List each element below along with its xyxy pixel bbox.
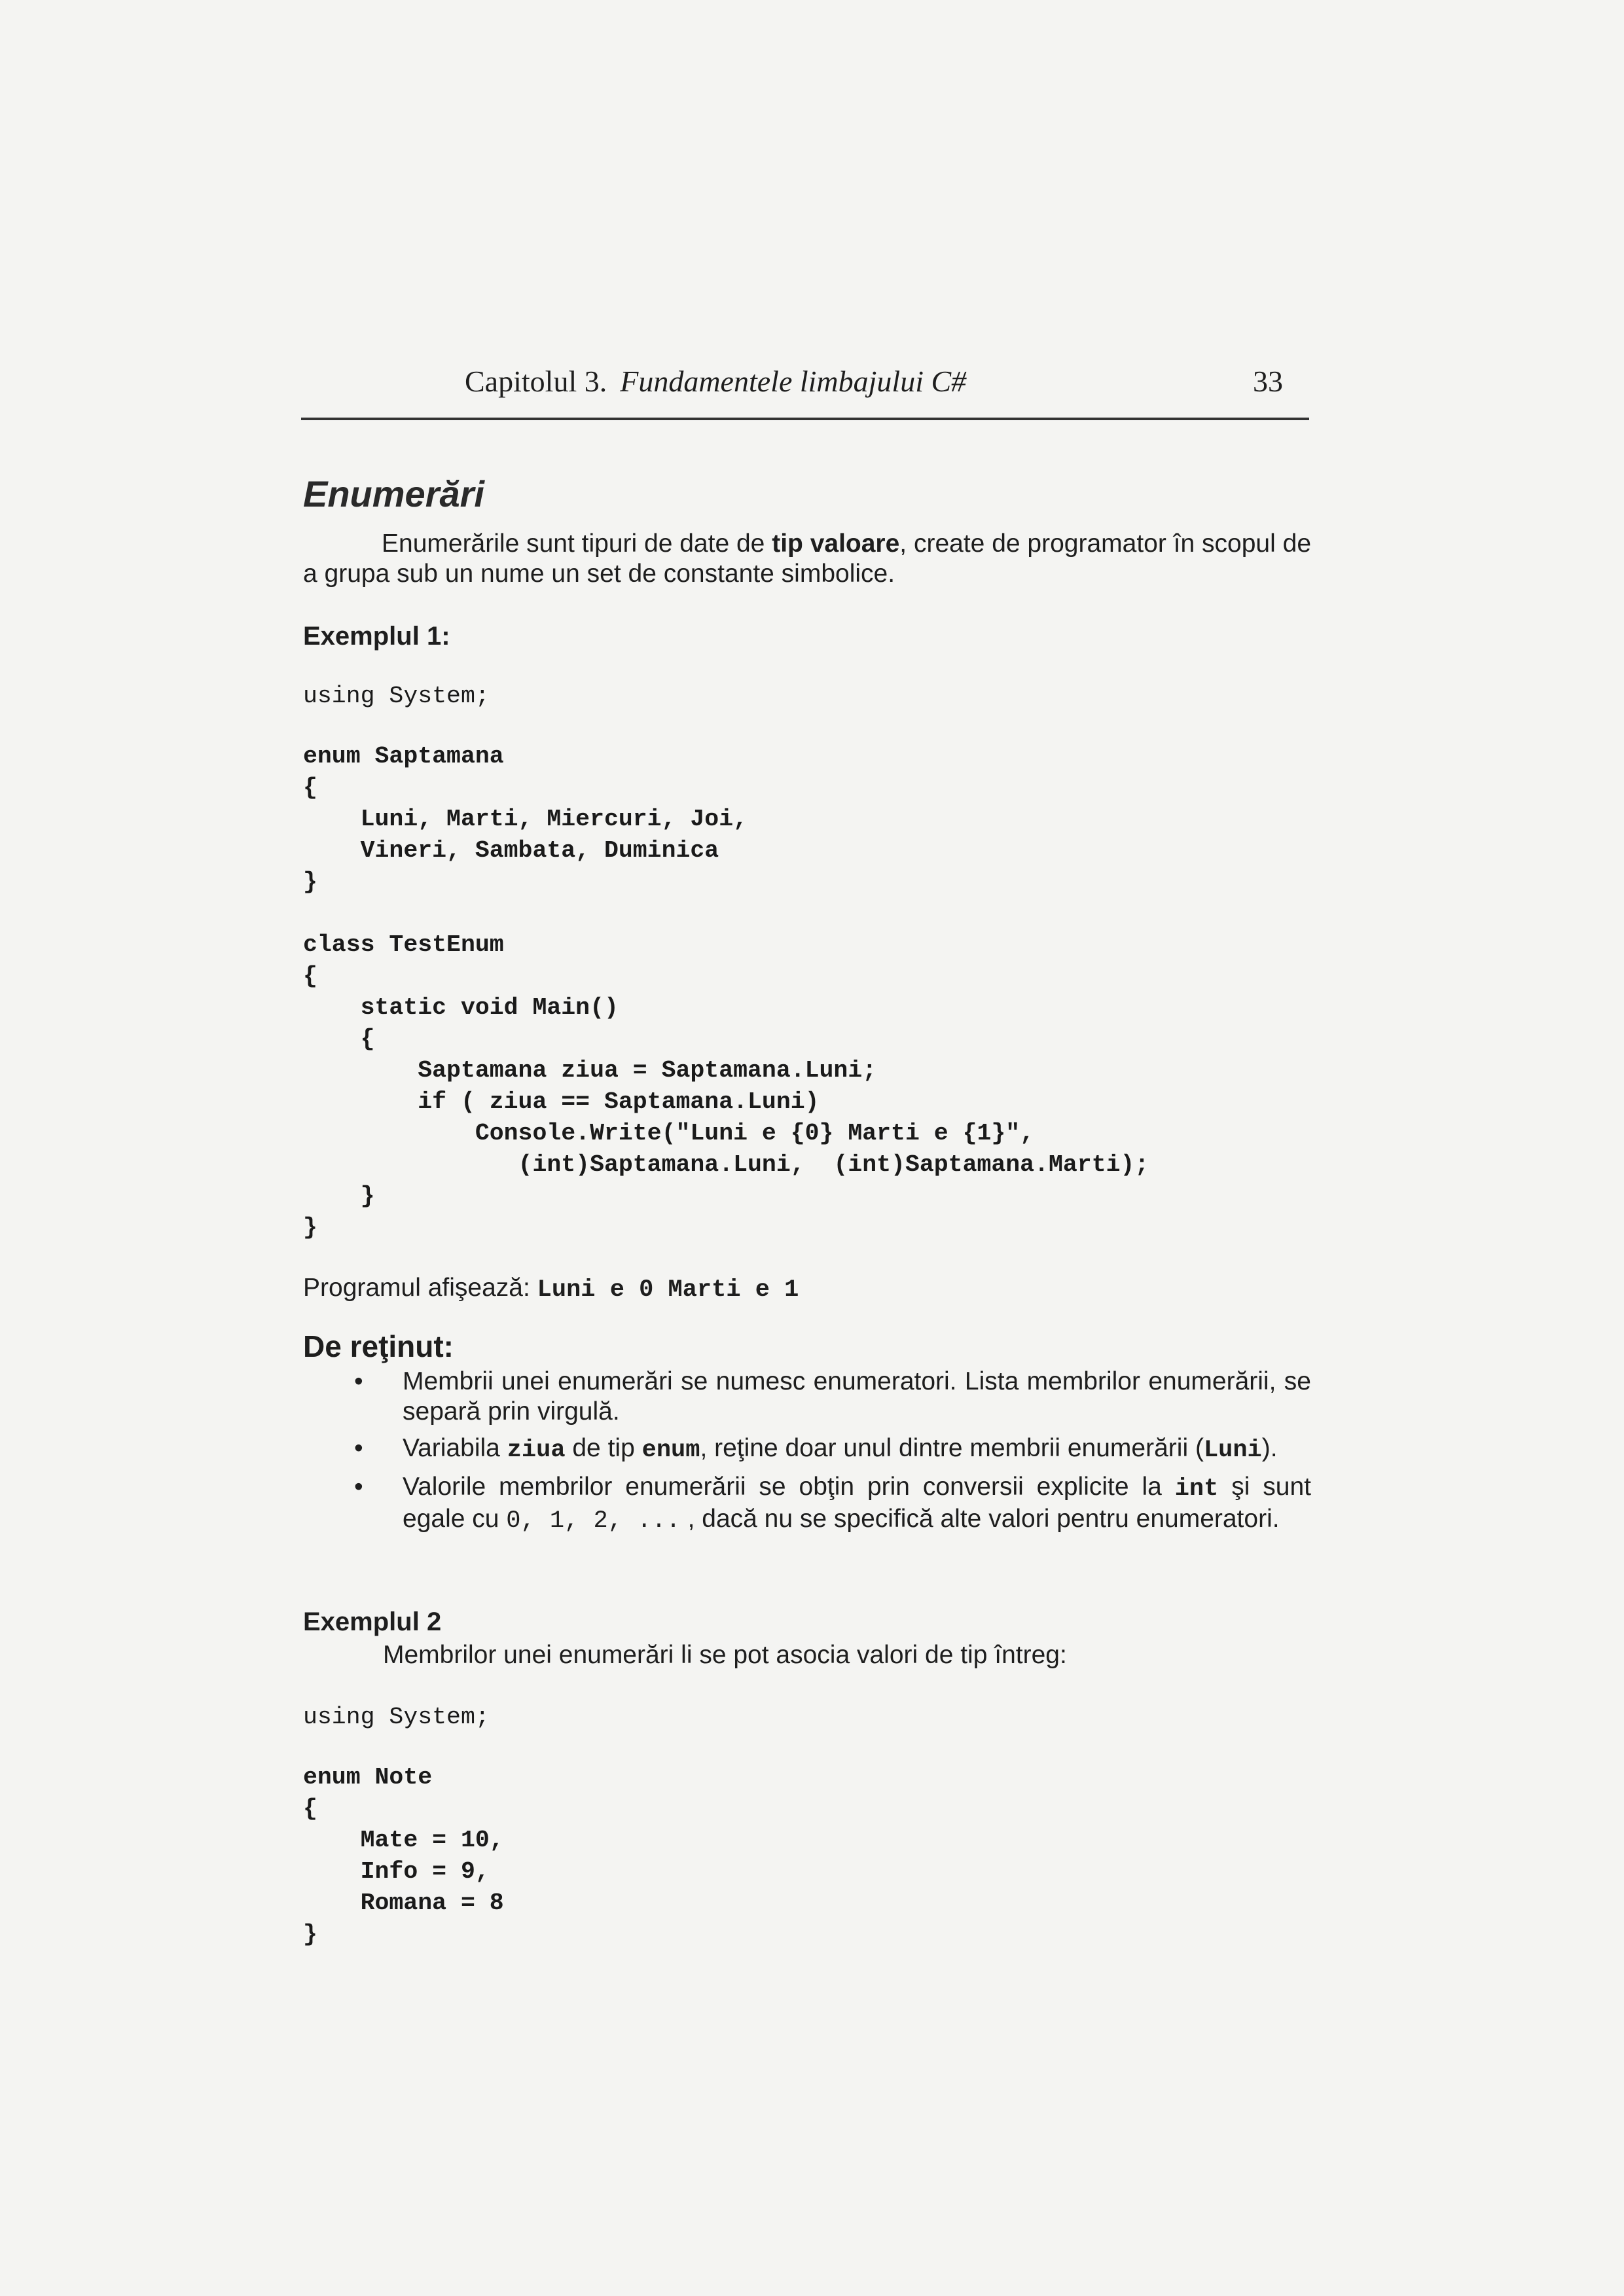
- item-code: Luni: [1203, 1437, 1262, 1464]
- example2-using: using System;: [303, 1704, 490, 1731]
- chapter-title: Fundamentele limbajului C#: [620, 365, 967, 398]
- list-item: [303, 1472, 1311, 1536]
- remember-title: De reţinut:: [303, 1329, 454, 1363]
- output-label: Programul afişează:: [303, 1274, 537, 1302]
- list-item: [303, 1433, 1311, 1465]
- item-text: Membrii unei enumerări se numesc enumeratori. Lista membrilor enumerării, se separă prin virgulă.: [403, 1367, 1311, 1426]
- intro-bold: tip valoare: [772, 529, 900, 558]
- output-value: Luni e 0 Marti e 1: [537, 1276, 799, 1304]
- item-text: , dacă nu se specifică alte valori pentru enumeratori.: [680, 1505, 1280, 1533]
- bullet-glyph: •: [354, 1434, 363, 1462]
- item-code: enum: [641, 1437, 700, 1464]
- chapter-heading: [465, 364, 966, 399]
- intro-paragraph: [303, 529, 1311, 589]
- item-text: Variabila: [403, 1434, 507, 1462]
- running-header: [301, 359, 1309, 420]
- example1-using: using System;: [303, 683, 490, 709]
- page-number: 33: [1253, 365, 1283, 398]
- example2-code: enum Note { Mate = 10, Info = 9, Romana = 8 }: [303, 1764, 504, 1948]
- chapter-number: Capitolul 3.: [465, 365, 607, 398]
- item-text: de tip: [565, 1434, 642, 1462]
- example1-label: Exemplul 1:: [303, 622, 450, 651]
- intro-text-1: Enumerările sunt tipuri de date de: [382, 529, 772, 558]
- item-text: şi sunt egale cu: [403, 1473, 1311, 1533]
- bullet-glyph: •: [354, 1367, 363, 1395]
- bullet-glyph: •: [354, 1473, 363, 1501]
- item-code: 0, 1, 2, ...: [506, 1507, 681, 1535]
- example1-code: enum Saptamana { Luni, Marti, Miercuri, Joi, Vineri, Sambata, Duminica } class TestEnum { static void Main() { Saptamana ziua = Saptamana.Luni; if ( ziua == Saptamana.Luni) Console.Write("Luni e {0} Marti e {1}", (int)Saptamana.Luni, (int)Saptamana.Marti); } }: [303, 743, 1149, 1241]
- example1-output: [303, 1273, 1311, 1305]
- item-text: ).: [1261, 1434, 1278, 1462]
- remember-list: [303, 1367, 1311, 1543]
- item-text: , reţine doar unul dintre membrii enumerării (: [700, 1434, 1204, 1462]
- section-title: Enumerări: [303, 473, 484, 514]
- item-code: ziua: [507, 1437, 566, 1464]
- list-item: [303, 1367, 1311, 1427]
- item-text: Valorile membrilor enumerării se obţin prin conversii explicite la: [403, 1473, 1175, 1501]
- item-code: int: [1174, 1475, 1219, 1503]
- intro-text-2: , create de programator în scopul de a grupa sub un nume un set de constante simbolice.: [303, 529, 1312, 588]
- example2-text: Membrilor unei enumerări li se pot asocia valori de tip întreg:: [383, 1641, 1067, 1669]
- example2-label: Exemplul 2: [303, 1607, 442, 1636]
